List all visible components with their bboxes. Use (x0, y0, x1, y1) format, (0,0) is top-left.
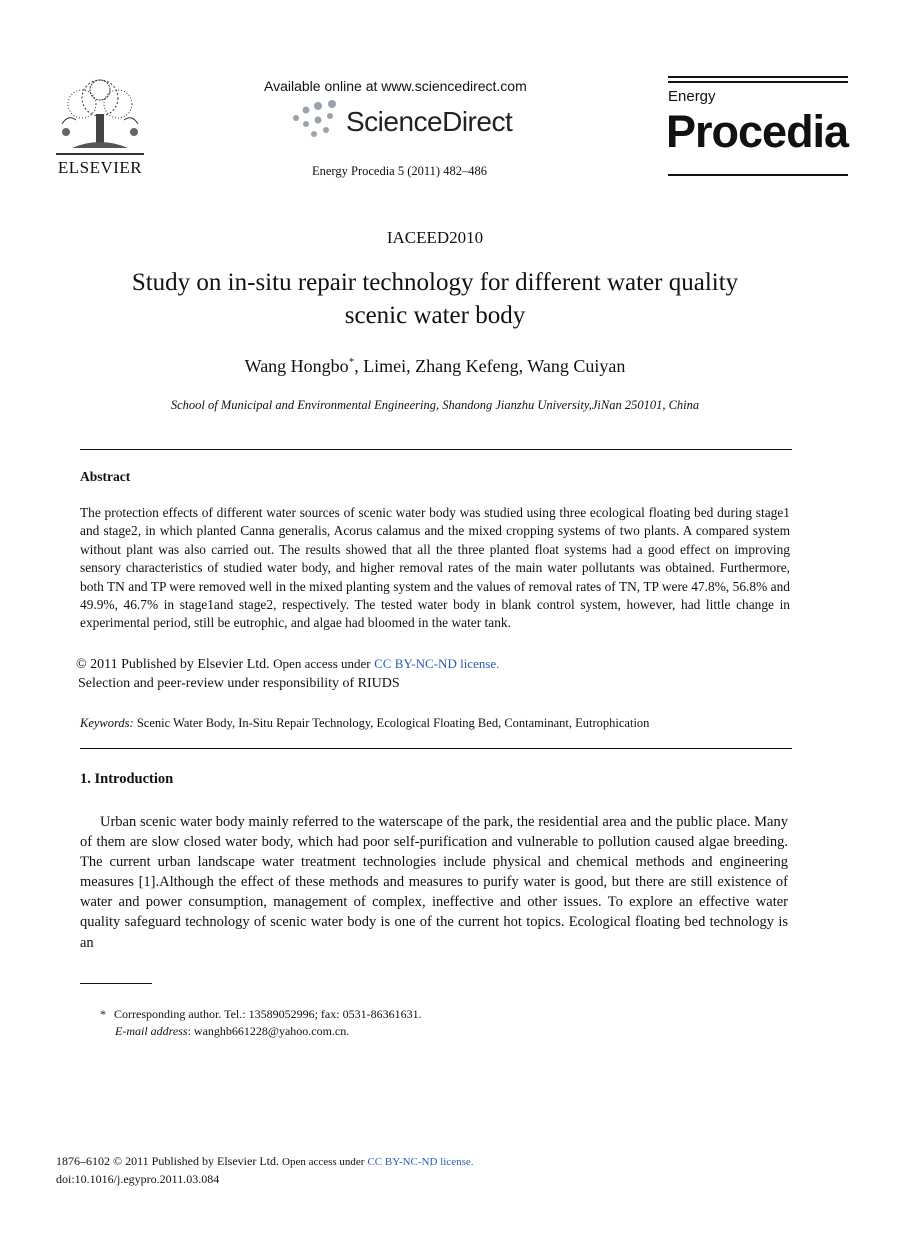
email-address: : wanghb661228@yahoo.com.cn. (187, 1024, 350, 1038)
copyright-text: © 2011 Published by Elsevier Ltd. (76, 657, 270, 672)
introduction-body: Urban scenic water body mainly referred to the waterscape of the park, the residential area and the public place. Many of them are slow closed water body, which had poor self-purification and vulnerable to pollution caused algae breeding. The current urban landscape water treatment technologies include physical and chemical methods and engineering measures [1].Although the effect of these methods and measures to purify water is good, but there are still existence of water and power consumption, management of complex, ineffective and other issues. To explore an effective water quality safeguard technology of scenic water body is one of the current hot topics. Ecological floating bed technology is an (80, 814, 788, 951)
title-line-1: Study on in-situ repair technology for different water quality (131, 269, 739, 296)
title-line-2: scenic water body (344, 302, 526, 329)
keywords (80, 716, 649, 731)
issn-line (56, 1154, 474, 1169)
footnote-rule (80, 983, 152, 984)
footer-open-access: Open access under (282, 1156, 365, 1168)
author-rest: , Limei, Zhang Kefeng, Wang Cuiyan (354, 356, 626, 376)
footnote-corresponding (100, 1007, 422, 1022)
available-online-text[interactable]: Available online at www.sciencedirect.com (264, 78, 527, 94)
divider-top (80, 449, 792, 450)
keywords-label: Keywords: (80, 716, 134, 730)
corresponding-asterisk: * (348, 356, 355, 368)
affiliation: School of Municipal and Environmental Engineering, Shandong Jianzhu University,JiNan 250101, China (170, 398, 700, 412)
author-first: Wang Hongbo (244, 356, 349, 376)
elsevier-wordmark: ELSEVIER (57, 158, 143, 177)
keywords-text: Scenic Water Body, In-Situ Repair Technology, Ecological Floating Bed, Contaminant, Eutrophication (136, 716, 650, 730)
abstract-body: The protection effects of different water sources of scenic water body was studied using three ecological floating bed during stage1 and stage2, in which planted Canna generalis, Acorus calamus and the mixed cropping systems of two plants. A compared system without plant was also carried out. The results showed that all the three planted float systems had a good effect on improving sensory characteristics of studied water body, and higher removal rates of the main water pollutants was obtained. Furthermore, both TN and TP were removed well in the mixed planting system and the values of removal rates of TN, TP were 47.8%, 56.8% and 49.9%, 46.7% in stage1and stage2, respectively. The tested water body in blank control system, however, had little change in experimental period, still be eutrophic, and algae had bloomed in the water tank. (80, 505, 790, 631)
logo-rule-top-2 (668, 81, 848, 83)
journal-reference: Energy Procedia 5 (2011) 482–486 (312, 164, 487, 178)
journal-big-word: Procedia (666, 106, 849, 157)
energy-procedia-logo (668, 76, 848, 176)
sciencedirect-wordmark: ScienceDirect (346, 106, 513, 137)
copyright-line (76, 656, 499, 673)
footnote-marker: * (100, 1007, 106, 1021)
logo-rule-top (668, 76, 848, 78)
footnote-contact: Corresponding author. Tel.: 13589052996; fax: 0531-86361631. (114, 1007, 422, 1021)
open-access-text: Open access under (273, 656, 371, 671)
abstract-heading: Abstract (80, 469, 131, 484)
footnote-email (115, 1024, 349, 1039)
conference-name: IACEED2010 (386, 228, 484, 247)
introduction-heading: 1. Introduction (80, 771, 174, 787)
doi[interactable]: doi:10.1016/j.egypro.2011.03.084 (56, 1172, 220, 1186)
license-link[interactable]: CC BY-NC-ND license. (374, 656, 500, 671)
paper-title (60, 266, 810, 332)
email-label: E-mail address (115, 1024, 188, 1038)
authors (0, 356, 870, 377)
divider-bottom (80, 748, 792, 749)
issn-text: 1876–6102 © 2011 Published by Elsevier Ltd. (56, 1154, 279, 1168)
footer-license-link[interactable]: CC BY-NC-ND license. (367, 1156, 474, 1168)
peer-review-note: Selection and peer-review under responsibility of RIUDS (78, 676, 400, 691)
logo-rule-bottom (668, 174, 848, 176)
journal-small-word: Energy (668, 88, 716, 105)
